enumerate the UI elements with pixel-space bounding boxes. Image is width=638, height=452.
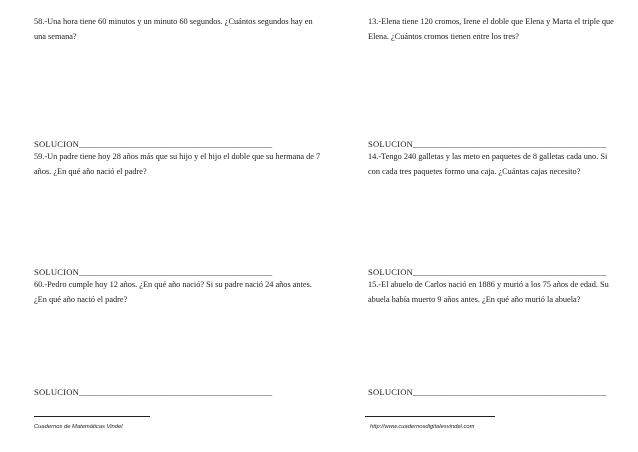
- solution-line-59: SOLUCION___________________________________________: [34, 267, 273, 277]
- problem-60: 60.-Pedro cumple hoy 12 años. ¿En qué año nació? Si su padre nació 24 años antes. ¿En qué año nació el padre?: [34, 280, 312, 304]
- solution-line-13: SOLUCION___________________________________________: [368, 139, 607, 149]
- problem-15: 15.-El abuelo de Carlos nació en 1886 y murió a los 75 años de edad. Su abuela había muerto 9 años antes. ¿En qué año murió la abuela?: [368, 280, 609, 304]
- problem-14: 14.-Tengo 240 galletas y las meto en paquetes de 8 galletas cada uno. Si con cada tres paquetes formo una caja. ¿Cuántas cajas necesito?: [368, 152, 608, 176]
- solution-line-60: SOLUCION___________________________________________: [34, 387, 273, 397]
- problem-59: 59.-Un padre tiene hoy 28 años más que su hijo y el hijo el doble que su hermana de 7 años. ¿En qué año nació el padre?: [34, 152, 321, 176]
- footer-rule-right: [365, 416, 495, 417]
- footer-rule-left: [34, 416, 150, 417]
- right-column: [368, 0, 618, 452]
- problem-13: 13.-Elena tiene 120 cromos, Irene el doble que Elena y Marta el triple que Elena. ¿Cuántos cromos tienen entre los tres?: [368, 17, 614, 41]
- problem-58: 58.-Una hora tiene 60 minutos y un minuto 60 segundos. ¿Cuántos segundos hay en una semana?: [34, 17, 313, 41]
- solution-line-58: SOLUCION___________________________________________: [34, 139, 273, 149]
- footer-left-text: Cuadernos de Matemáticas Vindel: [34, 424, 123, 430]
- solution-line-15: SOLUCION___________________________________________: [368, 387, 607, 397]
- left-column: [34, 0, 324, 452]
- footer-right-link[interactable]: http://www.cuadernosdigitalesvindel.com: [370, 424, 475, 430]
- solution-line-14: SOLUCION___________________________________________: [368, 267, 607, 277]
